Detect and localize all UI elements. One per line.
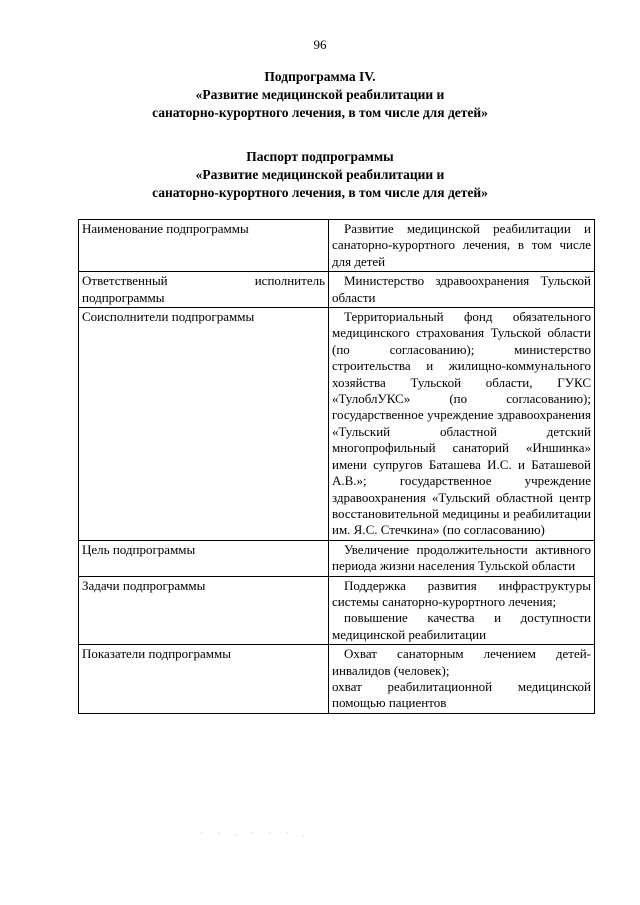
subprogram-heading-line2: «Развитие медицинской реабилитации и (195, 87, 445, 102)
row-label: Показатели подпрограммы (79, 645, 329, 714)
table-row (79, 540, 595, 576)
row-value (329, 645, 595, 714)
row-label-line2: подпрограммы (82, 289, 165, 305)
row-value (329, 272, 595, 308)
row-value (329, 220, 595, 272)
page-number: 96 (313, 37, 327, 52)
row-value-paragraph: Развитие медицинской реабилитации и санаторно-курортного лечения, в том числе для детей (332, 221, 591, 269)
row-value-paragraph: Территориальный фонд обязательного медицинского страхования Тульской области (по согласованию); министерство строительства и жилищно-коммунального хозяйства Тульской области, ГУКС «ТулоблУКС» (по согласованию); государственное учреждение здравоохранения «Тульский областной детский многопрофильный санаторий «Иншинка» имени супругов Баташева И.С. и Баташевой А.В.»; государственное учреждение здравоохранения «Тульский областной центр восстановительной медицины и реабилитации им. Я.С. Стечкина» (по согласованию) (332, 309, 591, 538)
passport-heading-line3: санаторно-курортного лечения, в том числе для детей» (152, 185, 488, 200)
subprogram-heading-line1: Подпрограмма IV. (264, 69, 376, 84)
row-value-paragraph: Охват санаторным лечением детей-инвалидов (человек); (332, 646, 591, 678)
row-label-line1 (82, 273, 325, 289)
passport-table (78, 219, 595, 714)
row-value-paragraph: повышение качества и доступности медицинской реабилитации (332, 610, 591, 642)
row-label-part: Ответственный (82, 273, 168, 289)
row-label (79, 272, 329, 308)
scan-noise: · · . · · · . (200, 828, 311, 838)
row-value-paragraph: Поддержка развития инфраструктуры системы санаторно-курортного лечения; (332, 577, 591, 609)
row-label: Наименование подпрограммы (79, 220, 329, 272)
table-row (79, 220, 595, 272)
row-label: Цель подпрограммы (79, 540, 329, 576)
passport-heading (0, 148, 640, 202)
subprogram-heading-line3: санаторно-курортного лечения, в том числе для детей» (152, 105, 488, 120)
table-row (79, 272, 595, 308)
table-row (79, 645, 595, 714)
row-value (329, 576, 595, 645)
passport-heading-line1: Паспорт подпрограммы (246, 149, 394, 164)
row-value-paragraph: охват реабилитационной медицинской помощью пациентов (332, 678, 591, 711)
table-row (79, 576, 595, 645)
passport-heading-line2: «Развитие медицинской реабилитации и (195, 167, 445, 182)
row-value (329, 308, 595, 541)
row-label-part: исполнитель (254, 273, 325, 289)
row-label: Задачи подпрограммы (79, 576, 329, 645)
row-value-paragraph: Увеличение продолжительности активного периода жизни населения Тульской области (332, 541, 591, 574)
row-label: Соисполнители подпрограммы (79, 308, 329, 541)
subprogram-heading (0, 68, 640, 122)
row-value (329, 540, 595, 576)
row-value-paragraph: Министерство здравоохранения Тульской области (332, 273, 591, 305)
table-row (79, 308, 595, 541)
